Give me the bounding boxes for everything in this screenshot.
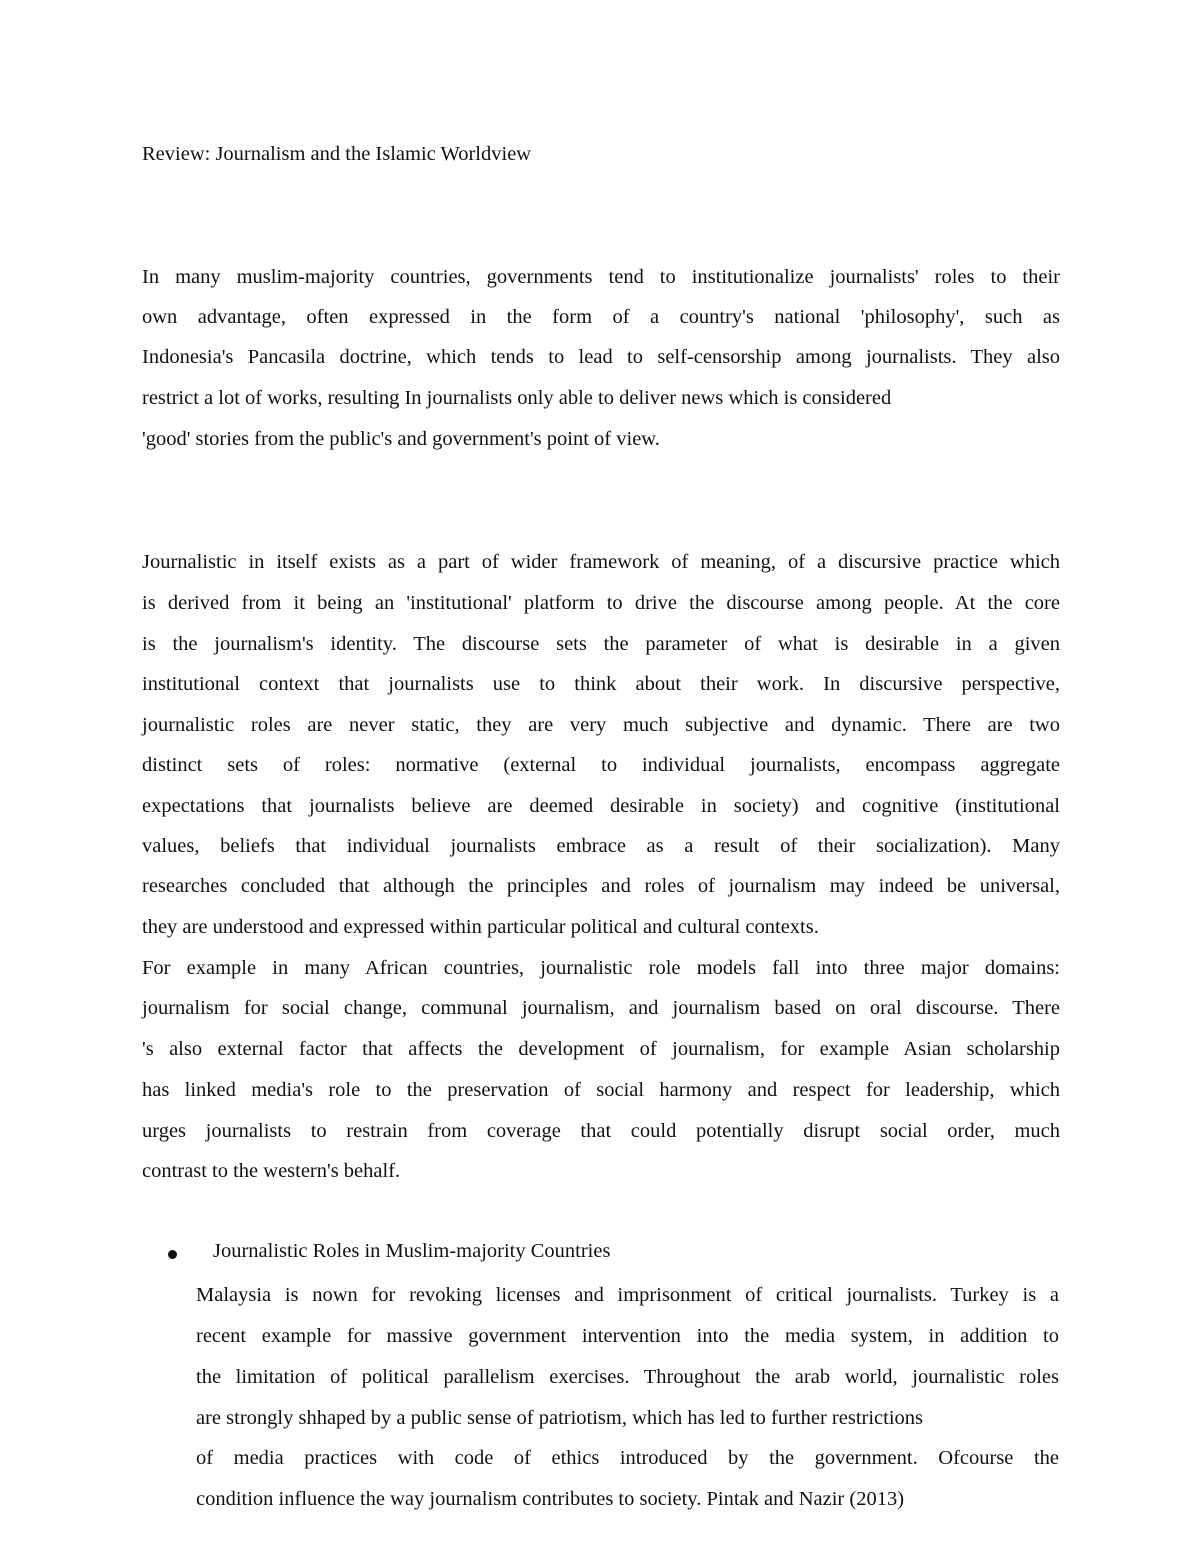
bullet-paragraph-line: the limitation of political parallelism exercises. Throughout the arab world, journalistic roles	[196, 1366, 1059, 1388]
paragraph-2-line: values, beliefs that individual journalists embrace as a result of their socialization). Many	[142, 835, 1060, 857]
paragraph-2-line: institutional context that journalists use to think about their work. In discursive perspective,	[142, 673, 1060, 695]
bullet-heading: Journalistic Roles in Muslim-majority Countries	[213, 1240, 611, 1262]
bullet-paragraph-line: Malaysia is nown for revoking licenses and imprisonment of critical journalists. Turkey is a	[196, 1284, 1059, 1306]
paragraph-1-line: own advantage, often expressed in the form of a country's national 'philosophy', such as	[142, 306, 1060, 328]
bullet-icon	[168, 1250, 177, 1259]
paragraph-2-line: researches concluded that although the principles and roles of journalism may indeed be universal,	[142, 875, 1060, 897]
bullet-paragraph-line: are strongly shhaped by a public sense of patriotism, which has led to further restrictions	[196, 1407, 923, 1429]
paragraph-2-line: they are understood and expressed within particular political and cultural contexts.	[142, 916, 819, 938]
paragraph-3-line: journalism for social change, communal journalism, and journalism based on oral discourse. There	[142, 997, 1060, 1019]
paragraph-1-line: In many muslim-majority countries, governments tend to institutionalize journalists' roles to their	[142, 266, 1060, 288]
paragraph-2-line: is derived from it being an 'institutional' platform to drive the discourse among people. At the core	[142, 592, 1060, 614]
document-title: Review: Journalism and the Islamic Worldview	[142, 143, 532, 165]
bullet-paragraph-line: condition influence the way journalism contributes to society. Pintak and Nazir (2013)	[196, 1488, 905, 1510]
paragraph-1-line: Indonesia's Pancasila doctrine, which tends to lead to self-censorship among journalists. They also	[142, 346, 1060, 368]
paragraph-3-line: has linked media's role to the preservation of social harmony and respect for leadership, which	[142, 1079, 1060, 1101]
paragraph-2-line: expectations that journalists believe are deemed desirable in society) and cognitive (institutional	[142, 795, 1060, 817]
paragraph-2-line: is the journalism's identity. The discourse sets the parameter of what is desirable in a given	[142, 633, 1060, 655]
paragraph-3-line: urges journalists to restrain from coverage that could potentially disrupt social order, much	[142, 1120, 1060, 1142]
paragraph-2-line: journalistic roles are never static, they are very much subjective and dynamic. There are two	[142, 714, 1060, 736]
paragraph-2-line: Journalistic in itself exists as a part of wider framework of meaning, of a discursive practice which	[142, 551, 1060, 573]
bullet-paragraph-line: of media practices with code of ethics introduced by the government. Ofcourse the	[196, 1447, 1059, 1469]
paragraph-3-line: For example in many African countries, journalistic role models fall into three major domains:	[142, 957, 1060, 979]
bullet-paragraph-line: recent example for massive government intervention into the media system, in addition to	[196, 1325, 1059, 1347]
paragraph-2-line: distinct sets of roles: normative (external to individual journalists, encompass aggregate	[142, 754, 1060, 776]
paragraph-1-line: 'good' stories from the public's and government's point of view.	[142, 428, 660, 450]
paragraph-3-line: 's also external factor that affects the development of journalism, for example Asian scholarship	[142, 1038, 1060, 1060]
paragraph-3-line: contrast to the western's behalf.	[142, 1160, 401, 1182]
paragraph-1-line: restrict a lot of works, resulting In journalists only able to deliver news which is considered	[142, 387, 892, 409]
